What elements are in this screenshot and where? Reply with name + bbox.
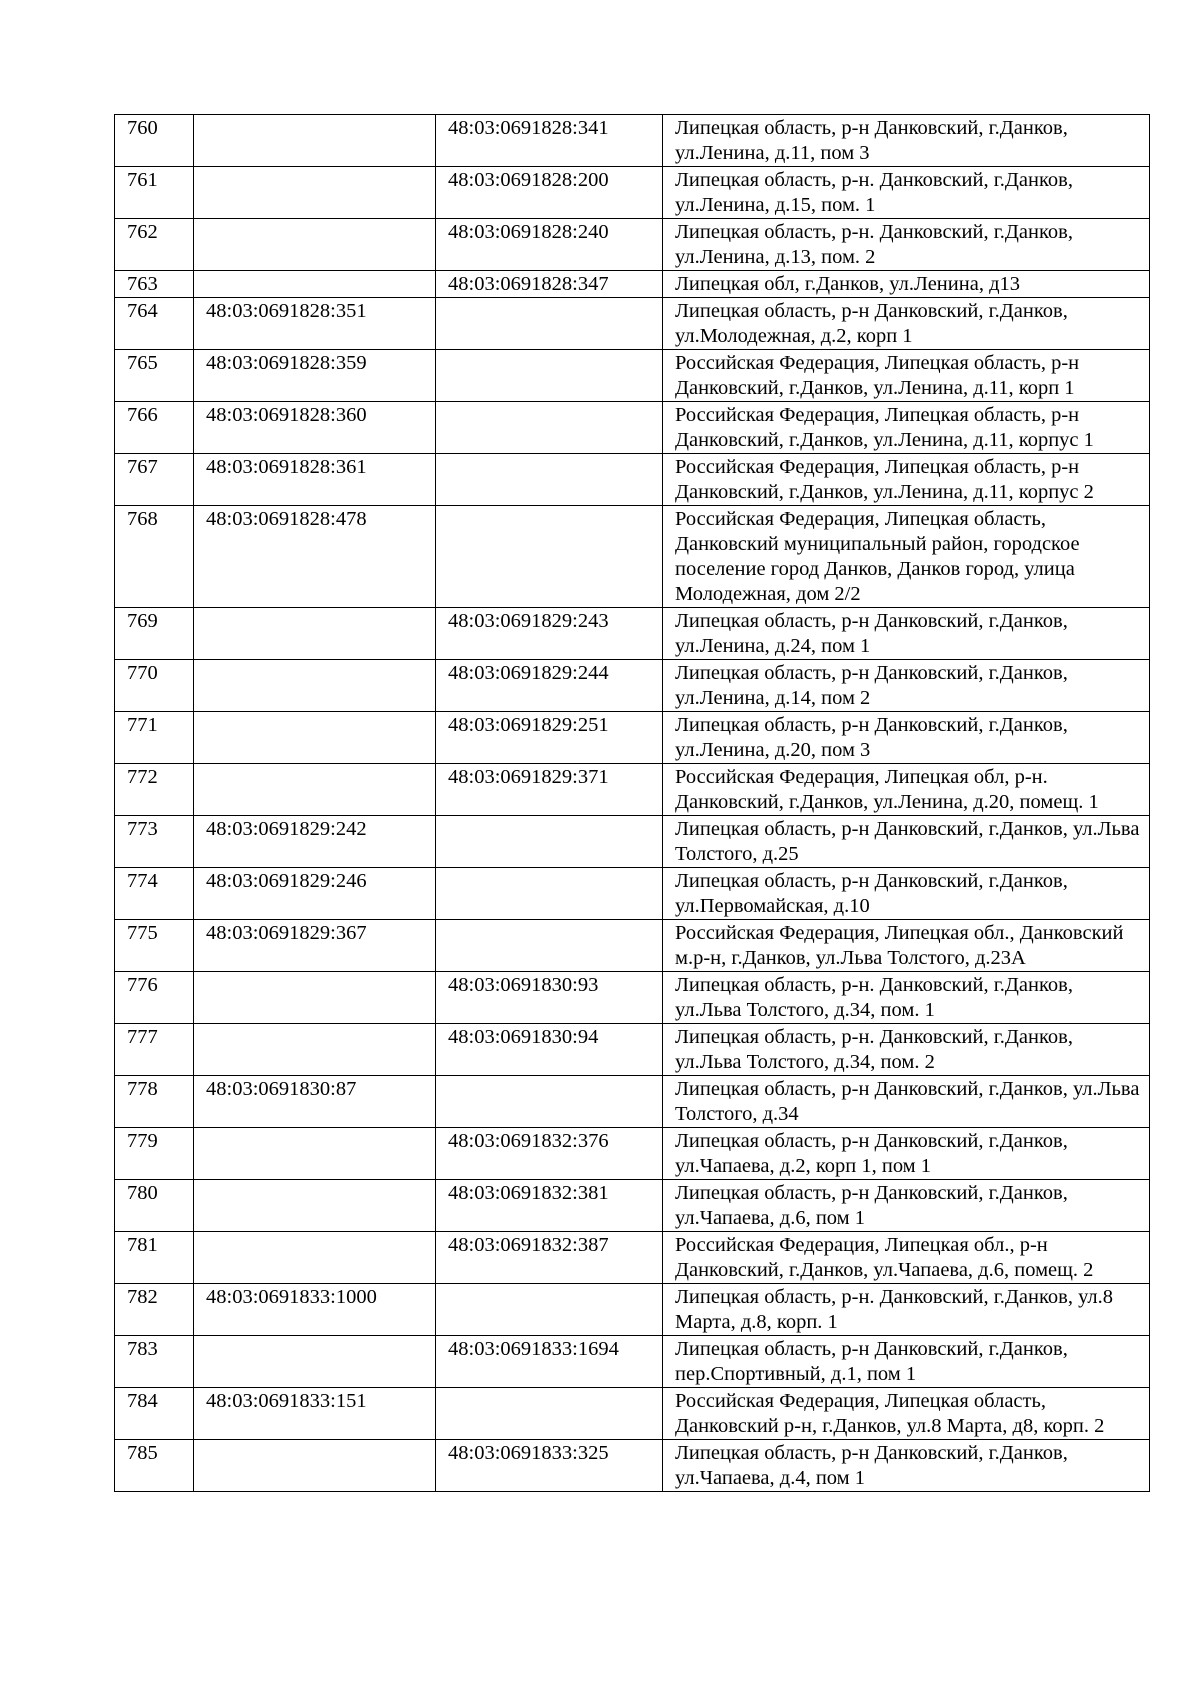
- table-row: [115, 1128, 1150, 1180]
- table-row: [115, 1180, 1150, 1232]
- land-cadastral-number-cell: [194, 1128, 436, 1180]
- address-cell: Липецкая область, р-н Данковский, г.Данков, ул.Чапаева, д.4, пом 1: [663, 1440, 1150, 1492]
- table-row: [115, 1336, 1150, 1388]
- table-row: [115, 219, 1150, 271]
- object-cadastral-number-cell: 48:03:0691829:371: [436, 764, 663, 816]
- land-cadastral-number-cell: 48:03:0691828:361: [194, 454, 436, 506]
- address-cell: Липецкая область, р-н Данковский, г.Данков, ул.Ленина, д.14, пом 2: [663, 660, 1150, 712]
- land-cadastral-number-cell: 48:03:0691828:360: [194, 402, 436, 454]
- row-number-cell: 763: [115, 271, 194, 298]
- row-number-cell: 760: [115, 115, 194, 167]
- table-row: [115, 1076, 1150, 1128]
- land-cadastral-number-cell: [194, 219, 436, 271]
- table-row: [115, 350, 1150, 402]
- object-cadastral-number-cell: [436, 920, 663, 972]
- table-row: [115, 454, 1150, 506]
- land-cadastral-number-cell: [194, 1180, 436, 1232]
- land-cadastral-number-cell: 48:03:0691829:367: [194, 920, 436, 972]
- row-number-cell: 783: [115, 1336, 194, 1388]
- row-number-cell: 772: [115, 764, 194, 816]
- table-row: [115, 1024, 1150, 1076]
- row-number-cell: 778: [115, 1076, 194, 1128]
- table-row: [115, 660, 1150, 712]
- address-cell: Российская Федерация, Липецкая область, р-н Данковский, г.Данков, ул.Ленина, д.11, корпус 2: [663, 454, 1150, 506]
- address-cell: Липецкая область, р-н Данковский, г.Данков, ул.Молодежная, д.2, корп 1: [663, 298, 1150, 350]
- row-number-cell: 779: [115, 1128, 194, 1180]
- land-cadastral-number-cell: 48:03:0691829:242: [194, 816, 436, 868]
- land-cadastral-number-cell: [194, 1232, 436, 1284]
- land-cadastral-number-cell: [194, 1024, 436, 1076]
- table-row: [115, 167, 1150, 219]
- table-row: [115, 920, 1150, 972]
- object-cadastral-number-cell: [436, 402, 663, 454]
- land-cadastral-number-cell: 48:03:0691828:359: [194, 350, 436, 402]
- address-cell: Российская Федерация, Липецкая область, р-н Данковский, г.Данков, ул.Ленина, д.11, корп 1: [663, 350, 1150, 402]
- object-cadastral-number-cell: [436, 506, 663, 608]
- land-cadastral-number-cell: [194, 712, 436, 764]
- object-cadastral-number-cell: 48:03:0691830:93: [436, 972, 663, 1024]
- table-row: [115, 712, 1150, 764]
- row-number-cell: 770: [115, 660, 194, 712]
- table-row: [115, 1440, 1150, 1492]
- address-cell: Российская Федерация, Липецкая обл., Данковский м.р-н, г.Данков, ул.Льва Толстого, д.23А: [663, 920, 1150, 972]
- address-cell: Липецкая область, р-н Данковский, г.Данков, ул.Ленина, д.20, пом 3: [663, 712, 1150, 764]
- object-cadastral-number-cell: 48:03:0691832:381: [436, 1180, 663, 1232]
- object-cadastral-number-cell: [436, 298, 663, 350]
- object-cadastral-number-cell: 48:03:0691829:244: [436, 660, 663, 712]
- land-cadastral-number-cell: [194, 764, 436, 816]
- row-number-cell: 776: [115, 972, 194, 1024]
- address-cell: Липецкая обл, г.Данков, ул.Ленина, д13: [663, 271, 1150, 298]
- row-number-cell: 768: [115, 506, 194, 608]
- object-cadastral-number-cell: 48:03:0691832:376: [436, 1128, 663, 1180]
- table-row: [115, 816, 1150, 868]
- object-cadastral-number-cell: 48:03:0691828:347: [436, 271, 663, 298]
- land-cadastral-number-cell: [194, 1336, 436, 1388]
- object-cadastral-number-cell: 48:03:0691829:243: [436, 608, 663, 660]
- address-cell: Липецкая область, р-н. Данковский, г.Данков, ул.Льва Толстого, д.34, пом. 1: [663, 972, 1150, 1024]
- address-cell: Липецкая область, р-н. Данковский, г.Данков, ул.Ленина, д.13, пом. 2: [663, 219, 1150, 271]
- address-cell: Российская Федерация, Липецкая область, р-н Данковский, г.Данков, ул.Ленина, д.11, корпус 1: [663, 402, 1150, 454]
- table-row: [115, 271, 1150, 298]
- row-number-cell: 781: [115, 1232, 194, 1284]
- table-row: [115, 402, 1150, 454]
- land-cadastral-number-cell: [194, 972, 436, 1024]
- row-number-cell: 774: [115, 868, 194, 920]
- address-cell: Липецкая область, р-н. Данковский, г.Данков, ул.Льва Толстого, д.34, пом. 2: [663, 1024, 1150, 1076]
- object-cadastral-number-cell: 48:03:0691829:251: [436, 712, 663, 764]
- address-cell: Липецкая область, р-н Данковский, г.Данков, ул.Первомайская, д.10: [663, 868, 1150, 920]
- object-cadastral-number-cell: [436, 1076, 663, 1128]
- row-number-cell: 765: [115, 350, 194, 402]
- table-row: [115, 506, 1150, 608]
- address-cell: Липецкая область, р-н Данковский, г.Данков, ул.Льва Толстого, д.34: [663, 1076, 1150, 1128]
- table-row: [115, 298, 1150, 350]
- table-row: [115, 764, 1150, 816]
- address-cell: Российская Федерация, Липецкая обл., р-н Данковский, г.Данков, ул.Чапаева, д.6, помещ. 2: [663, 1232, 1150, 1284]
- object-cadastral-number-cell: [436, 454, 663, 506]
- table-row: [115, 1284, 1150, 1336]
- object-cadastral-number-cell: [436, 816, 663, 868]
- land-cadastral-number-cell: 48:03:0691828:478: [194, 506, 436, 608]
- row-number-cell: 771: [115, 712, 194, 764]
- table-row: [115, 868, 1150, 920]
- table-row: [115, 608, 1150, 660]
- address-cell: Липецкая область, р-н Данковский, г.Данков, ул.Чапаева, д.2, корп 1, пом 1: [663, 1128, 1150, 1180]
- land-cadastral-number-cell: [194, 167, 436, 219]
- row-number-cell: 777: [115, 1024, 194, 1076]
- land-cadastral-number-cell: 48:03:0691828:351: [194, 298, 436, 350]
- object-cadastral-number-cell: 48:03:0691828:341: [436, 115, 663, 167]
- object-cadastral-number-cell: 48:03:0691832:387: [436, 1232, 663, 1284]
- land-cadastral-number-cell: 48:03:0691833:151: [194, 1388, 436, 1440]
- object-cadastral-number-cell: 48:03:0691833:325: [436, 1440, 663, 1492]
- address-cell: Липецкая область, р-н Данковский, г.Данков, ул.Ленина, д.11, пом 3: [663, 115, 1150, 167]
- land-cadastral-number-cell: [194, 115, 436, 167]
- address-cell: Липецкая область, р-н Данковский, г.Данков, пер.Спортивный, д.1, пом 1: [663, 1336, 1150, 1388]
- land-cadastral-number-cell: [194, 271, 436, 298]
- object-cadastral-number-cell: 48:03:0691833:1694: [436, 1336, 663, 1388]
- object-cadastral-number-cell: 48:03:0691830:94: [436, 1024, 663, 1076]
- land-cadastral-number-cell: 48:03:0691830:87: [194, 1076, 436, 1128]
- address-cell: Липецкая область, р-н. Данковский, г.Данков, ул.8 Марта, д.8, корп. 1: [663, 1284, 1150, 1336]
- address-cell: Липецкая область, р-н Данковский, г.Данков, ул.Льва Толстого, д.25: [663, 816, 1150, 868]
- object-cadastral-number-cell: [436, 350, 663, 402]
- object-cadastral-number-cell: [436, 868, 663, 920]
- row-number-cell: 764: [115, 298, 194, 350]
- row-number-cell: 780: [115, 1180, 194, 1232]
- address-cell: Российская Федерация, Липецкая область, Данковский р-н, г.Данков, ул.8 Марта, д8, корп. 2: [663, 1388, 1150, 1440]
- table-row: [115, 115, 1150, 167]
- row-number-cell: 762: [115, 219, 194, 271]
- object-cadastral-number-cell: 48:03:0691828:200: [436, 167, 663, 219]
- object-cadastral-number-cell: 48:03:0691828:240: [436, 219, 663, 271]
- row-number-cell: 785: [115, 1440, 194, 1492]
- address-cell: Липецкая область, р-н Данковский, г.Данков, ул.Чапаева, д.6, пом 1: [663, 1180, 1150, 1232]
- row-number-cell: 767: [115, 454, 194, 506]
- land-cadastral-number-cell: [194, 660, 436, 712]
- land-cadastral-number-cell: 48:03:0691833:1000: [194, 1284, 436, 1336]
- row-number-cell: 784: [115, 1388, 194, 1440]
- table-row: [115, 972, 1150, 1024]
- address-cell: Российская Федерация, Липецкая обл, р-н. Данковский, г.Данков, ул.Ленина, д.20, помещ. 1: [663, 764, 1150, 816]
- address-cell: Липецкая область, р-н. Данковский, г.Данков, ул.Ленина, д.15, пом. 1: [663, 167, 1150, 219]
- land-cadastral-number-cell: [194, 1440, 436, 1492]
- row-number-cell: 761: [115, 167, 194, 219]
- table-row: [115, 1232, 1150, 1284]
- row-number-cell: 766: [115, 402, 194, 454]
- row-number-cell: 769: [115, 608, 194, 660]
- cadastral-registry-table: [114, 114, 1150, 1492]
- registry-table-body: [115, 115, 1150, 1492]
- object-cadastral-number-cell: [436, 1284, 663, 1336]
- row-number-cell: 775: [115, 920, 194, 972]
- address-cell: Липецкая область, р-н Данковский, г.Данков, ул.Ленина, д.24, пом 1: [663, 608, 1150, 660]
- row-number-cell: 773: [115, 816, 194, 868]
- address-cell: Российская Федерация, Липецкая область, Данковский муниципальный район, городское поселение город Данков, Данков город, улица Молодежная, дом 2/2: [663, 506, 1150, 608]
- land-cadastral-number-cell: 48:03:0691829:246: [194, 868, 436, 920]
- table-row: [115, 1388, 1150, 1440]
- object-cadastral-number-cell: [436, 1388, 663, 1440]
- row-number-cell: 782: [115, 1284, 194, 1336]
- land-cadastral-number-cell: [194, 608, 436, 660]
